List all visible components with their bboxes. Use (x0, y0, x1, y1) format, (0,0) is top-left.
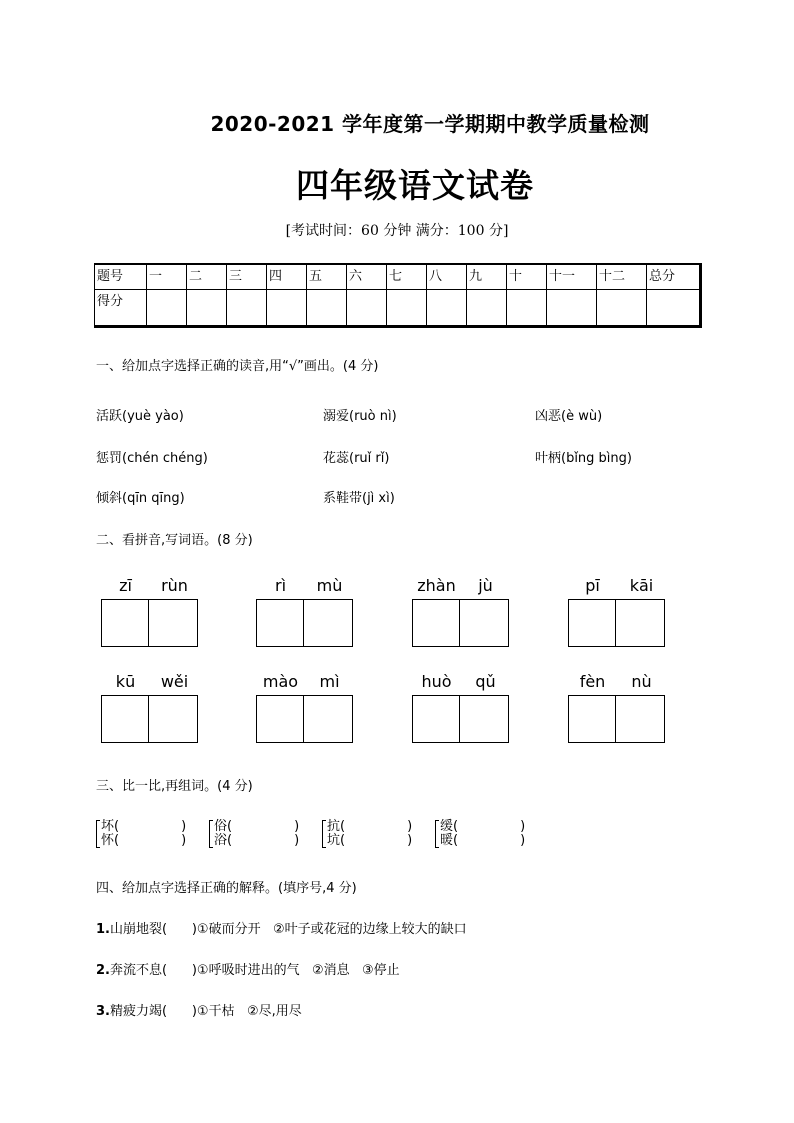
compare-char: 浴( (214, 833, 233, 848)
exam-info: [考试时间：60 分钟 满分：100 分] (285, 223, 509, 239)
pinyin-label: jù (478, 576, 493, 595)
pinyin-label: qǔ (475, 672, 496, 691)
compare-char: 缓( (440, 819, 459, 834)
writing-box[interactable] (149, 599, 198, 647)
section2-title: 二、看拼音,写词语。(8 分) (96, 533, 253, 548)
score-table-header: 一 (147, 264, 187, 290)
writing-box-pair (101, 695, 198, 743)
score-cell[interactable] (307, 290, 347, 327)
score-table-score-row (95, 290, 701, 327)
writing-box[interactable] (149, 695, 198, 743)
pinyin-label: fèn (579, 672, 606, 691)
reading-item[interactable]: 系鞋带(jì xì) (323, 491, 395, 506)
brace-mark (209, 820, 213, 848)
writing-box[interactable] (101, 695, 149, 743)
writing-box[interactable] (460, 599, 509, 647)
writing-box[interactable] (256, 695, 304, 743)
pinyin-label: rùn (161, 576, 188, 595)
close-paren: ) (407, 833, 413, 848)
score-table-header: 九 (467, 264, 507, 290)
score-cell[interactable] (187, 290, 227, 327)
brace-mark (435, 820, 439, 848)
writing-box-pair (568, 695, 665, 743)
brace-mark (96, 820, 100, 848)
compare-row[interactable] (440, 820, 525, 834)
writing-box[interactable] (616, 695, 665, 743)
writing-box[interactable] (101, 599, 149, 647)
reading-item[interactable]: 叶柄(bǐng bìng) (535, 451, 632, 466)
pinyin-label: rì (274, 576, 287, 595)
compare-pair (322, 820, 412, 848)
score-cell[interactable] (267, 290, 307, 327)
close-paren: ) (407, 819, 413, 834)
score-cell[interactable] (547, 290, 597, 327)
close-paren: ) (294, 833, 300, 848)
writing-box[interactable] (412, 599, 460, 647)
compare-char: 坏( (101, 819, 120, 834)
writing-box[interactable] (568, 599, 616, 647)
item-text: 山崩地裂( )①破而分开 ②叶子或花冠的边缘上较大的缺口 (109, 922, 467, 937)
compare-pair (209, 820, 299, 848)
compare-pair (435, 820, 525, 848)
pinyin-label: kāi (629, 576, 654, 595)
item-number: 3. (96, 1004, 110, 1019)
score-cell[interactable] (347, 290, 387, 327)
compare-char: 怀( (101, 833, 120, 848)
item-text: 精疲力竭( )①干枯 ②尽,用尽 (109, 1004, 302, 1019)
close-paren: ) (181, 833, 187, 848)
meaning-item[interactable] (96, 959, 400, 978)
reading-item[interactable]: 倾斜(qīn qīng) (96, 491, 185, 506)
reading-item[interactable]: 惩罚(chén chéng) (96, 451, 208, 466)
score-table (94, 263, 702, 328)
compare-row[interactable] (101, 820, 186, 834)
writing-box[interactable] (304, 695, 353, 743)
compare-row[interactable] (214, 834, 299, 848)
score-cell[interactable] (427, 290, 467, 327)
exam-title: 四年级语文试卷 (296, 166, 534, 205)
score-table-header: 十 (507, 264, 547, 290)
pinyin-label: nù (631, 672, 652, 691)
compare-char: 抗( (327, 819, 346, 834)
pinyin-label: wěi (160, 672, 189, 691)
score-table-header: 六 (347, 264, 387, 290)
compare-char: 暖( (440, 833, 459, 848)
score-cell[interactable] (647, 290, 701, 327)
item-number: 2. (96, 963, 110, 978)
compare-pair (96, 820, 186, 848)
pinyin-label: zhàn (417, 576, 456, 595)
reading-item[interactable]: 凶恶(è wù) (535, 409, 603, 424)
writing-box[interactable] (616, 599, 665, 647)
compare-row[interactable] (101, 834, 186, 848)
writing-box-pair (256, 599, 353, 647)
section1-title: 一、给加点字选择正确的读音,用“√”画出。(4 分) (96, 359, 379, 374)
writing-box[interactable] (568, 695, 616, 743)
writing-box[interactable] (304, 599, 353, 647)
meaning-item[interactable] (96, 918, 467, 937)
score-row-label: 得分 (95, 290, 147, 327)
exam-subtitle: 2020-2021 学年度第一学期期中教学质量检测 (210, 112, 650, 136)
score-cell[interactable] (387, 290, 427, 327)
writing-box-pair (101, 599, 198, 647)
score-table-header: 三 (227, 264, 267, 290)
close-paren: ) (520, 833, 526, 848)
score-table-header: 八 (427, 264, 467, 290)
section3-title: 三、比一比,再组词。(4 分) (96, 779, 253, 794)
compare-row[interactable] (214, 820, 299, 834)
compare-row[interactable] (440, 834, 525, 848)
score-table-header: 二 (187, 264, 227, 290)
meaning-item[interactable] (96, 1000, 302, 1019)
writing-box-pair (256, 695, 353, 743)
pinyin-label: kū (115, 672, 136, 691)
section4-title: 四、给加点字选择正确的解释。(填序号,4 分) (96, 881, 357, 896)
score-table-header: 十二 (597, 264, 647, 290)
compare-row[interactable] (327, 834, 412, 848)
item-number: 1. (96, 922, 110, 937)
score-cell[interactable] (467, 290, 507, 327)
pinyin-label: pī (585, 576, 600, 595)
close-paren: ) (520, 819, 526, 834)
score-cell[interactable] (507, 290, 547, 327)
compare-char: 俗( (214, 819, 233, 834)
writing-box[interactable] (256, 599, 304, 647)
score-table-header-row (95, 264, 701, 290)
score-cell[interactable] (597, 290, 647, 327)
score-table-header: 五 (307, 264, 347, 290)
pinyin-label: mì (319, 672, 340, 691)
pinyin-label: zī (119, 576, 132, 595)
score-table-header: 总分 (647, 264, 701, 290)
writing-box[interactable] (460, 695, 509, 743)
score-table-header: 十一 (547, 264, 597, 290)
writing-box-pair (412, 599, 509, 647)
writing-box-pair (568, 599, 665, 647)
score-cell[interactable] (147, 290, 187, 327)
score-table-header: 七 (387, 264, 427, 290)
close-paren: ) (181, 819, 187, 834)
score-cell[interactable] (227, 290, 267, 327)
score-table-header: 四 (267, 264, 307, 290)
compare-char: 坑( (327, 833, 346, 848)
writing-box-pair (412, 695, 509, 743)
writing-box[interactable] (412, 695, 460, 743)
pinyin-label: mào (262, 672, 299, 691)
reading-item[interactable]: 活跃(yuè yào) (96, 409, 184, 424)
item-text: 奔流不息( )①呼吸时进出的气 ②消息 ③停止 (109, 963, 400, 978)
reading-item[interactable]: 溺爱(ruò nì) (323, 409, 397, 424)
close-paren: ) (294, 819, 300, 834)
pinyin-label: mù (316, 576, 343, 595)
score-table-header: 题号 (95, 264, 147, 290)
reading-item[interactable]: 花蕊(ruǐ rǐ) (323, 451, 390, 466)
brace-mark (322, 820, 326, 848)
pinyin-label: huò (421, 672, 452, 691)
compare-row[interactable] (327, 820, 412, 834)
